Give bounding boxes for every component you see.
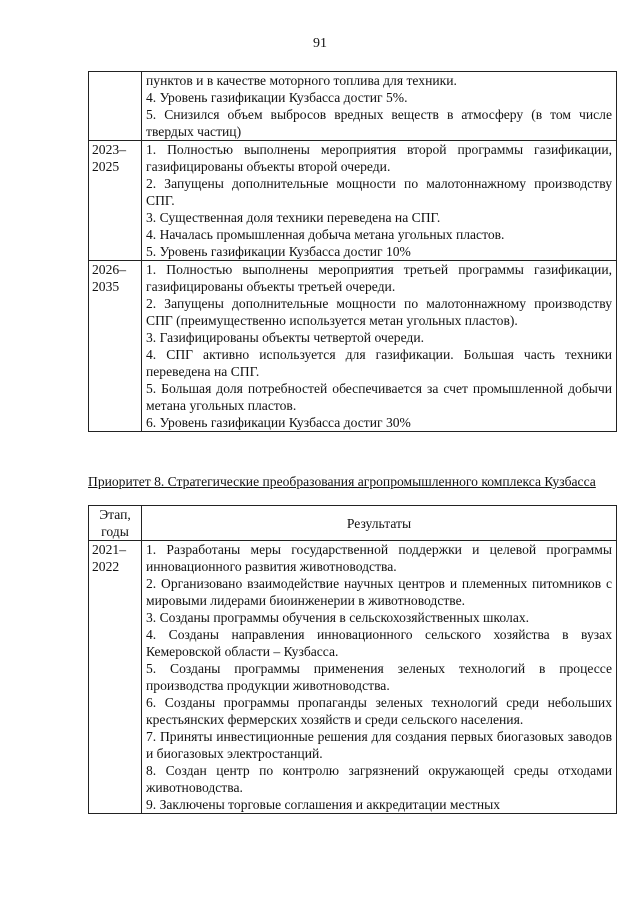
result-item: 4. Уровень газификации Кузбасса достиг 5%. xyxy=(146,90,408,105)
result-item: 5. Созданы программы применения зеленых технологий в процессе производства продукции животноводства. xyxy=(146,661,612,693)
result-item: 6. Созданы программы пропаганды зеленых технологий среди небольших крестьянских фермерских хозяйств и среди сельского населения. xyxy=(146,695,612,727)
result-item: 3. Газифицированы объекты четвертой очереди. xyxy=(146,330,425,345)
table-row xyxy=(89,541,617,814)
result-item: 1. Полностью выполнены мероприятия третьей программы газификации, газифицированы объекты третьей очереди. xyxy=(146,262,612,294)
table-row xyxy=(89,72,617,141)
table-row xyxy=(89,141,617,261)
results-cell xyxy=(142,72,617,141)
stage-cell xyxy=(89,72,142,141)
result-item: 9. Заключены торговые соглашения и аккредитации местных xyxy=(146,797,501,812)
result-item: 4. Началась промышленная добыча метана угольных пластов. xyxy=(146,227,505,242)
result-item: 8. Создан центр по контролю загрязнений окружающей среды отходами животноводства. xyxy=(146,763,612,795)
result-item: 5. Снизился объем выбросов вредных веществ в атмосферу (в том числе твердых частиц) xyxy=(146,107,612,139)
result-item: 2. Организовано взаимодействие научных центров и племенных питомников с мировыми лидерами биоинженерии в животноводстве. xyxy=(146,576,612,608)
result-item: 3. Созданы программы обучения в сельскохозяйственных школах. xyxy=(146,610,530,625)
result-item: 6. Уровень газификации Кузбасса достиг 30% xyxy=(146,415,411,430)
result-item: 2. Запущены дополнительные мощности по малотоннажному производству СПГ. xyxy=(146,176,612,208)
result-item: 5. Большая доля потребностей обеспечивается за счет промышленной добычи метана угольных пластов. xyxy=(146,381,612,413)
result-item: 2. Запущены дополнительные мощности по малотоннажному производству СПГ (преимущественно используется метан угольных пластов). xyxy=(146,296,612,328)
result-item: 4. СПГ активно используется для газификации. Большая часть техники переведена на СПГ. xyxy=(146,347,612,379)
result-item: 1. Разработаны меры государственной поддержки и целевой программы инновационного развития животноводства. xyxy=(146,542,612,574)
priority-8-results-table xyxy=(88,505,617,814)
result-item: 3. Существенная доля техники переведена на СПГ. xyxy=(146,210,441,225)
results-table-continued xyxy=(88,71,617,432)
table-row xyxy=(89,261,617,432)
results-cell xyxy=(142,261,617,432)
page-number: 91 xyxy=(313,36,327,51)
stage-cell: 2021–2022 xyxy=(89,541,142,814)
priority-heading: Приоритет 8. Стратегические преобразования агропромышленного комплекса Кузбасса xyxy=(88,474,596,489)
result-item: пунктов и в качестве моторного топлива для техники. xyxy=(146,73,457,88)
result-item: 4. Созданы направления инновационного сельского хозяйства в вузах Кемеровской области – Кузбасса. xyxy=(146,627,612,659)
result-item: 1. Полностью выполнены мероприятия второй программы газификации, газифицированы объекты второй очереди. xyxy=(146,142,612,174)
stage-cell: 2023–2025 xyxy=(89,141,142,261)
results-cell xyxy=(142,541,617,814)
result-item: 5. Уровень газификации Кузбасса достиг 10% xyxy=(146,244,411,259)
result-item: 7. Приняты инвестиционные решения для создания первых биогазовых заводов и биогазовых электростанций. xyxy=(146,729,612,761)
results-cell xyxy=(142,141,617,261)
header-results: Результаты xyxy=(142,506,617,541)
stage-cell: 2026–2035 xyxy=(89,261,142,432)
header-stage: Этап, годы xyxy=(89,506,142,541)
table-header-row xyxy=(89,506,617,541)
